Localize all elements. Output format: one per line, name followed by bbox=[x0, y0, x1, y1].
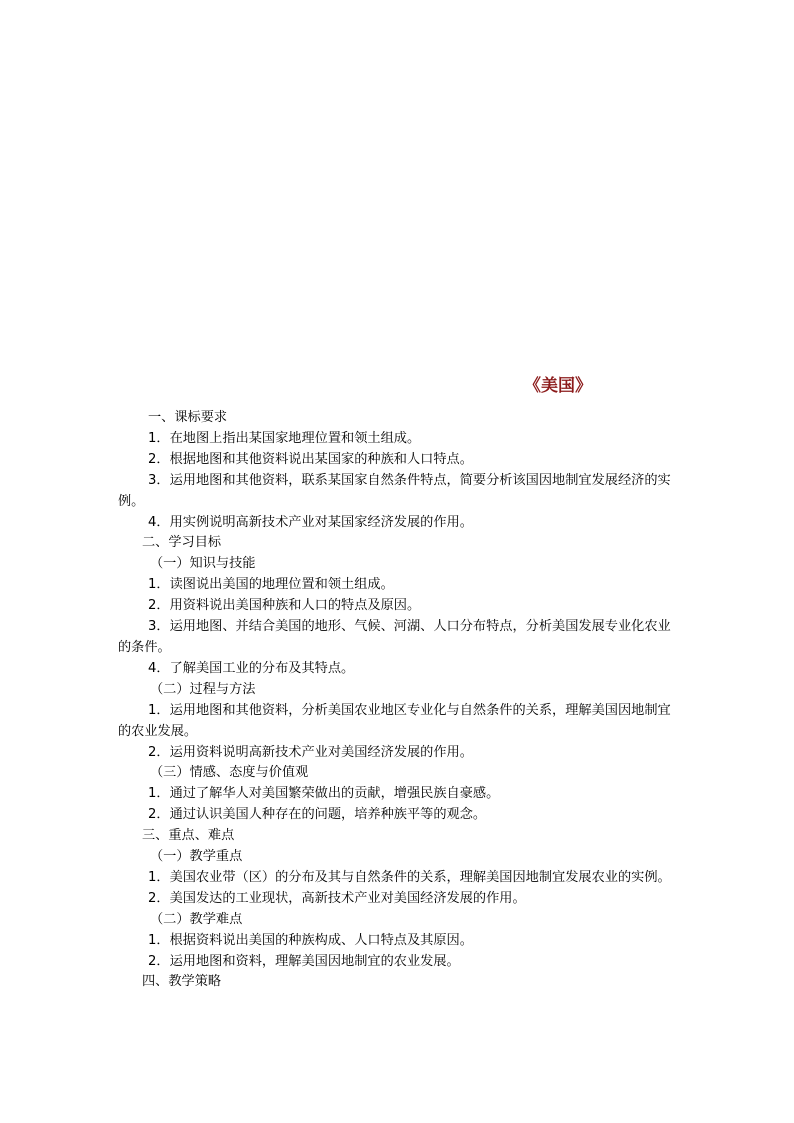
list-item: 1．美国农业带（区）的分布及其与自然条件的关系，理解美国因地制宜发展农业的实例。 bbox=[148, 869, 671, 885]
list-item: 3．运用地图和其他资料，联系某国家自然条件特点，简要分析该国因地制宜发展经济的实例。 bbox=[118, 472, 671, 509]
section-heading: （二）过程与方法 bbox=[150, 681, 256, 697]
section-heading: （一）教学重点 bbox=[150, 849, 243, 865]
list-item: 1．通过了解华人对美国繁荣做出的贡献，增强民族自豪感。 bbox=[148, 786, 500, 802]
list-item: 4．用实例说明高新技术产业对某国家经济发展的作用。 bbox=[148, 514, 473, 530]
list-item: 2．用资料说出美国种族和人口的特点及原因。 bbox=[148, 598, 421, 614]
section-heading: （三）情感、态度与价值观 bbox=[150, 765, 309, 781]
list-item: 4．了解美国工业的分布及其特点。 bbox=[148, 660, 355, 676]
list-item: 1．运用地图和其他资料，分析美国农业地区专业化与自然条件的关系，理解美国因地制宜的农业发展。 bbox=[118, 702, 671, 739]
section-heading: 三、重点、难点 bbox=[142, 828, 235, 844]
list-item: 1．根据资料说出美国的种族构成、人口特点及其原因。 bbox=[148, 932, 473, 948]
list-item: 2．运用地图和资料，理解美国因地制宜的农业发展。 bbox=[148, 953, 460, 969]
section-heading: 一、课标要求 bbox=[148, 410, 228, 425]
section-heading: 二、学习目标 bbox=[142, 535, 222, 551]
section-heading: （一）知识与技能 bbox=[150, 556, 256, 572]
list-item: 2．运用资料说明高新技术产业对美国经济发展的作用。 bbox=[148, 744, 473, 760]
list-item: 1．在地图上指出某国家地理位置和领土组成。 bbox=[148, 430, 421, 446]
list-item: 2．通过认识美国人种存在的问题，培养种族平等的观念。 bbox=[148, 807, 487, 823]
list-item: 2．根据地图和其他资料说出某国家的种族和人口特点。 bbox=[148, 451, 473, 467]
list-item: 2．美国发达的工业现状，高新技术产业对美国经济发展的作用。 bbox=[148, 890, 526, 906]
section-heading: （二）教学难点 bbox=[150, 911, 243, 927]
list-item: 3．运用地图、并结合美国的地形、气候、河湖、人口分布特点，分析美国发展专业化农业的条件。 bbox=[118, 619, 671, 655]
section-heading: 四、教学策略 bbox=[142, 974, 222, 990]
document-title: 《美国》 bbox=[524, 376, 592, 396]
list-item: 1．读图说出美国的地理位置和领土组成。 bbox=[148, 577, 394, 593]
document-body bbox=[118, 408, 678, 993]
